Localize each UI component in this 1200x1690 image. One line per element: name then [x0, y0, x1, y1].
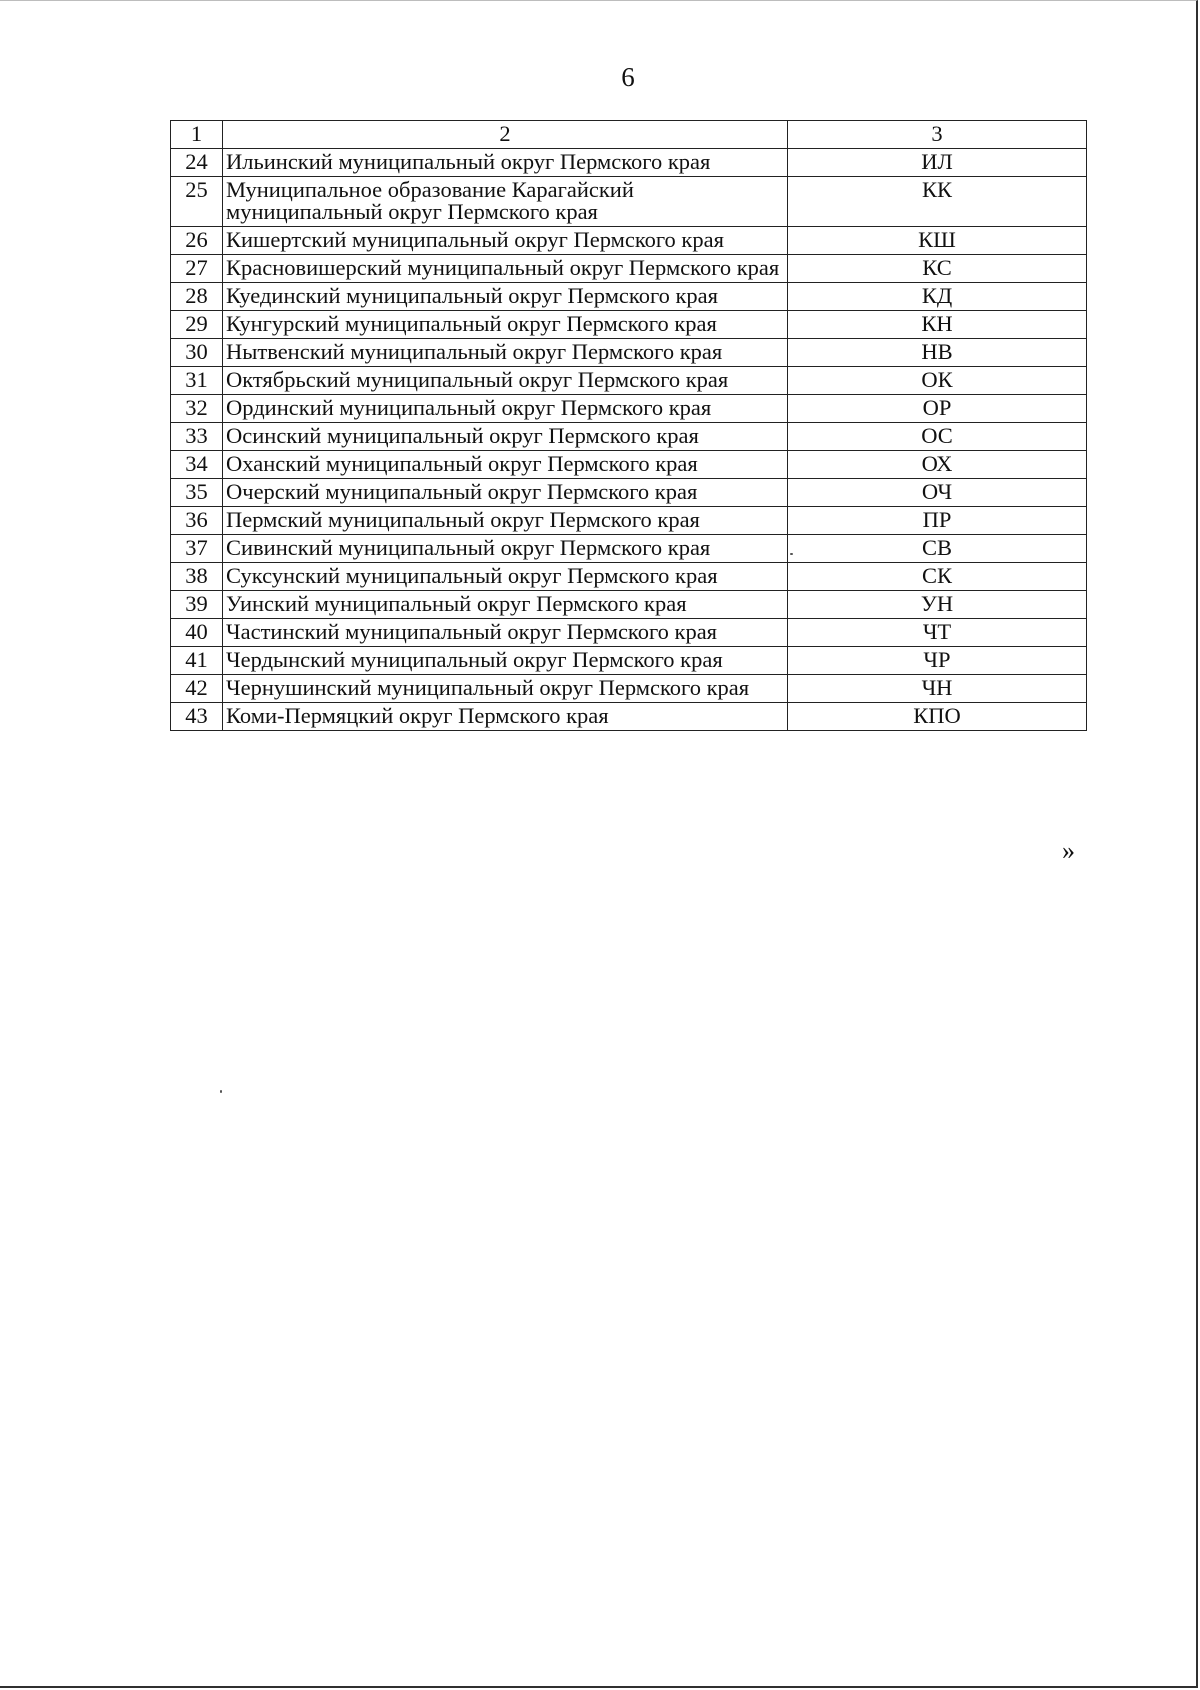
scan-speck: [220, 1090, 222, 1093]
table-row: [171, 177, 1087, 227]
row-number: 31: [171, 367, 223, 395]
row-number: 35: [171, 479, 223, 507]
scan-speck: [790, 553, 793, 555]
table-row: [171, 283, 1087, 311]
table-row: [171, 339, 1087, 367]
row-number: 25: [171, 177, 223, 227]
municipality-name: Сивинский муниципальный округ Пермского края: [223, 535, 788, 563]
table-row: [171, 311, 1087, 339]
municipality-code: КС: [788, 255, 1087, 283]
municipality-name: Оханский муниципальный округ Пермского края: [223, 451, 788, 479]
table-row: [171, 675, 1087, 703]
municipality-name: Кунгурский муниципальный округ Пермского края: [223, 311, 788, 339]
table-row: [171, 423, 1087, 451]
municipality-name: Частинский муниципальный округ Пермского края: [223, 619, 788, 647]
row-number: 34: [171, 451, 223, 479]
municipality-code: ЧР: [788, 647, 1087, 675]
table-row: [171, 395, 1087, 423]
municipality-name: Красновишерский муниципальный округ Пермского края: [223, 255, 788, 283]
municipality-code: ОС: [788, 423, 1087, 451]
table-row: [171, 591, 1087, 619]
header-cell-code: 3: [788, 121, 1087, 149]
row-number: 27: [171, 255, 223, 283]
municipality-code: СВ: [788, 535, 1087, 563]
municipality-code: ПР: [788, 507, 1087, 535]
table-row: [171, 149, 1087, 177]
municipality-code: КН: [788, 311, 1087, 339]
municipality-name: Октябрьский муниципальный округ Пермского края: [223, 367, 788, 395]
row-number: 33: [171, 423, 223, 451]
table-row: [171, 255, 1087, 283]
row-number: 42: [171, 675, 223, 703]
municipality-name: Муниципальное образование Карагайский муниципальный округ Пермского края: [223, 177, 788, 227]
row-number: 40: [171, 619, 223, 647]
municipality-code: ОР: [788, 395, 1087, 423]
municipality-name: Нытвенский муниципальный округ Пермского края: [223, 339, 788, 367]
municipality-code: ОХ: [788, 451, 1087, 479]
municipality-code: НВ: [788, 339, 1087, 367]
table-row: [171, 619, 1087, 647]
municipality-code: УН: [788, 591, 1087, 619]
municipality-name: Ильинский муниципальный округ Пермского края: [223, 149, 788, 177]
municipality-name: Ординский муниципальный округ Пермского края: [223, 395, 788, 423]
municipality-name: Очерский муниципальный округ Пермского края: [223, 479, 788, 507]
municipality-code: СК: [788, 563, 1087, 591]
municipality-name: Коми-Пермяцкий округ Пермского края: [223, 703, 788, 731]
row-number: 30: [171, 339, 223, 367]
municipality-code: ОЧ: [788, 479, 1087, 507]
municipality-name: Куединский муниципальный округ Пермского края: [223, 283, 788, 311]
header-cell-number: 1: [171, 121, 223, 149]
municipality-name: Уинский муниципальный округ Пермского края: [223, 591, 788, 619]
closing-quote: »: [1062, 836, 1075, 865]
table-row: [171, 507, 1087, 535]
table-row: [171, 703, 1087, 731]
municipality-code: КК: [788, 177, 1087, 227]
municipality-code: ЧН: [788, 675, 1087, 703]
row-number: 41: [171, 647, 223, 675]
row-number: 37: [171, 535, 223, 563]
row-number: 24: [171, 149, 223, 177]
municipality-name: Кишертский муниципальный округ Пермского края: [223, 227, 788, 255]
municipality-code: ИЛ: [788, 149, 1087, 177]
municipality-name: Осинский муниципальный округ Пермского края: [223, 423, 788, 451]
row-number: 28: [171, 283, 223, 311]
municipality-code: ЧТ: [788, 619, 1087, 647]
table-row: [171, 479, 1087, 507]
header-cell-name: 2: [223, 121, 788, 149]
row-number: 43: [171, 703, 223, 731]
table-row: [171, 647, 1087, 675]
row-number: 29: [171, 311, 223, 339]
municipality-name: Чердынский муниципальный округ Пермского края: [223, 647, 788, 675]
page-number: 6: [621, 62, 635, 92]
table-header-row: [171, 121, 1087, 149]
table-row: [171, 367, 1087, 395]
municipality-code: ОК: [788, 367, 1087, 395]
row-number: 39: [171, 591, 223, 619]
table-row: [171, 563, 1087, 591]
municipality-code: КШ: [788, 227, 1087, 255]
table-row: [171, 451, 1087, 479]
municipality-code-table: [170, 120, 1087, 731]
municipality-code: КД: [788, 283, 1087, 311]
table-row: [171, 227, 1087, 255]
municipality-name: Пермский муниципальный округ Пермского края: [223, 507, 788, 535]
row-number: 26: [171, 227, 223, 255]
row-number: 36: [171, 507, 223, 535]
row-number: 32: [171, 395, 223, 423]
municipality-code: КПО: [788, 703, 1087, 731]
municipality-name: Чернушинский муниципальный округ Пермского края: [223, 675, 788, 703]
table-body: [171, 121, 1087, 731]
table-row: [171, 535, 1087, 563]
row-number: 38: [171, 563, 223, 591]
municipality-name: Суксунский муниципальный округ Пермского края: [223, 563, 788, 591]
